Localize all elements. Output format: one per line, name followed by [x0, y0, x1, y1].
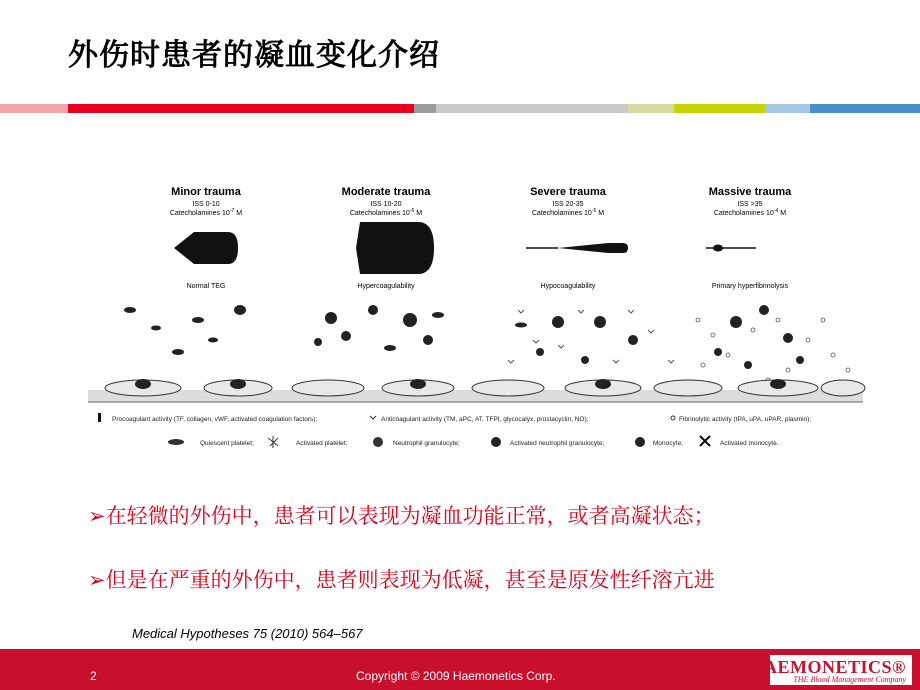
teg-fibrinolysis-dot [713, 245, 723, 252]
copyright: Copyright © 2009 Haemonetics Corp. [356, 669, 556, 683]
legend-procoagulant: Procoagulant activity (TF, collagen, vWF, activated coagulation factors); [112, 416, 318, 423]
stripe-segment [0, 104, 68, 113]
teg-hypo-shape [558, 243, 628, 253]
column-state: Hypocoagulability [540, 283, 596, 290]
legend-anticoagulant: Anticoagulant activity (TM, aPC, AT, TFPI, glycocalyx, prostacyclin, NO); [381, 416, 589, 423]
stripe-segment [810, 104, 920, 113]
teg-normal-shape [174, 232, 238, 264]
column-iss: ISS 0-10 [192, 201, 220, 208]
column-heading: Severe trauma [530, 186, 606, 198]
bullet-1: ➢在轻微的外伤中，患者可以表现为凝血功能正常，或者高凝状态； [88, 504, 715, 528]
bullet-2: ➢但是在严重的外伤中，患者则表现为低凝，甚至是原发性纤溶亢进 [88, 568, 715, 592]
legend-neutrophil: Neutrophil granulocyte; [393, 440, 460, 447]
column-heading: Minor trauma [171, 186, 241, 198]
stripe-segment [414, 104, 436, 113]
teg-hyper-shape [356, 222, 434, 274]
column-state: Primary hyperfibrinolysis [711, 283, 789, 290]
color-stripe [0, 104, 920, 113]
page-number: 2 [90, 669, 97, 683]
column-heading: Massive trauma [708, 186, 792, 198]
stripe-segment [628, 104, 674, 113]
column-heading: Moderate trauma [341, 186, 431, 198]
slide-title: 外伤时患者的凝血变化介绍 [68, 38, 440, 73]
column-catecholamines: Catecholamines $10^{-6}$ M [349, 208, 423, 217]
column-catecholamines: Catecholamines $10^{-5}$ M [531, 208, 605, 217]
vessel-wall [88, 379, 865, 402]
column-catecholamines: Catecholamines $10^{-4}$ M [713, 208, 787, 217]
footer-bar [0, 649, 920, 690]
citation: Medical Hypotheses 75 (2010) 564–567 [132, 626, 363, 641]
legend [98, 413, 811, 448]
stripe-segment [674, 104, 766, 113]
legend-activated-neutrophil: Activated neutrophil granulocyte; [510, 440, 605, 447]
blood-cells [124, 305, 804, 369]
legend-fibrinolytic: Fibrinolytic activity (tPA, uPA, uPAR, plasmin); [679, 416, 812, 423]
legend-activated-monocyte: Activated monocyte. [720, 440, 779, 447]
column-iss: ISS 10-20 [370, 201, 402, 208]
logo-wordmark: HAEMONETICS® [749, 657, 906, 677]
column-iss: ISS >35 [737, 201, 763, 208]
legend-quiescent: Quiescent platelet; [200, 440, 254, 447]
column-catecholamines: Catecholamines $10^{-7}$ M [169, 208, 243, 217]
legend-monocyte: Monocyte; [653, 440, 683, 447]
column-state: Hypercoagulability [357, 283, 415, 290]
column-state: Normal TEG [186, 283, 226, 290]
stripe-segment [68, 104, 414, 113]
stripe-segment [436, 104, 628, 113]
haemonetics-logo [749, 655, 912, 685]
column-iss: ISS 20-35 [552, 201, 584, 208]
legend-activated-platelet: Activated platelet; [296, 440, 348, 447]
anticoagulant-marks [508, 310, 674, 363]
logo-tagline: THE Blood Management Company [793, 675, 906, 684]
stripe-segment [766, 104, 810, 113]
coagulation-figure [88, 170, 868, 470]
